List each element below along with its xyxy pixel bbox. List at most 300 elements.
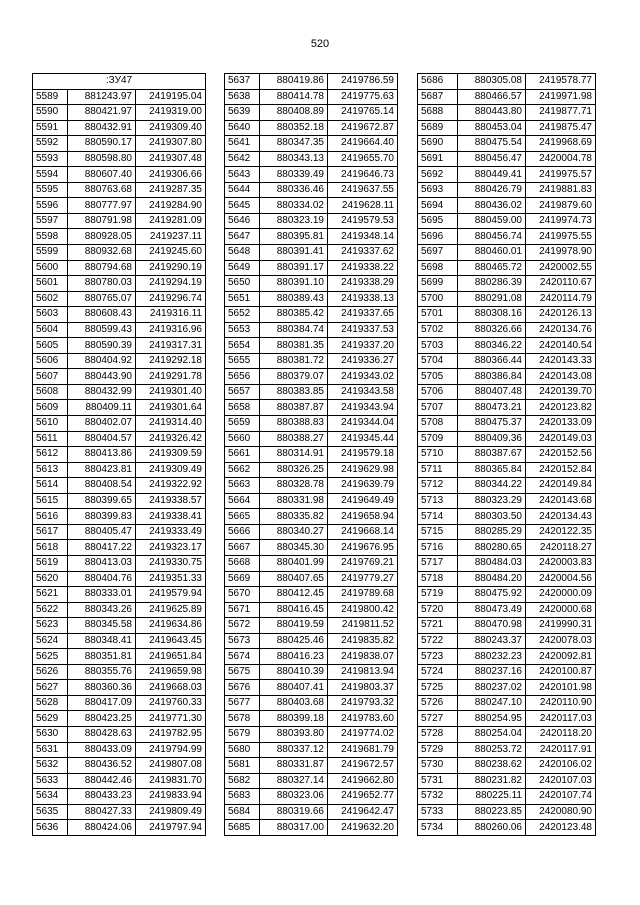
x-coordinate: 880423.81 [68, 462, 136, 478]
y-coordinate: 2419625.89 [136, 602, 206, 618]
y-coordinate: 2420110.90 [526, 695, 596, 711]
point-number: 5605 [33, 338, 68, 354]
y-coordinate: 2419835.82 [328, 633, 398, 649]
table-row [225, 291, 398, 307]
y-coordinate: 2419338.22 [328, 260, 398, 276]
x-coordinate: 880395.81 [260, 229, 328, 245]
y-coordinate: 2419782.95 [136, 726, 206, 742]
x-coordinate: 880360.36 [68, 680, 136, 696]
x-coordinate: 880237.02 [458, 680, 526, 696]
y-coordinate: 2420152.56 [526, 447, 596, 463]
x-coordinate: 880352.18 [260, 120, 328, 136]
x-coordinate: 880379.07 [260, 369, 328, 385]
point-number: 5716 [418, 540, 458, 556]
table-row [225, 571, 398, 587]
x-coordinate: 880393.80 [260, 726, 328, 742]
table-row [418, 758, 596, 774]
point-number: 5610 [33, 416, 68, 432]
point-number: 5613 [33, 462, 68, 478]
x-coordinate: 880484.03 [458, 555, 526, 571]
table-row [418, 400, 596, 416]
x-coordinate: 880340.27 [260, 524, 328, 540]
y-coordinate: 2420003.83 [526, 555, 596, 571]
table-row [225, 711, 398, 727]
y-coordinate: 2419662.80 [328, 773, 398, 789]
x-coordinate: 880317.00 [260, 820, 328, 836]
table-row [33, 151, 206, 167]
point-number: 5596 [33, 198, 68, 214]
point-number: 5660 [225, 431, 260, 447]
x-coordinate: 880351.81 [68, 649, 136, 665]
table-row [33, 649, 206, 665]
table-row [225, 447, 398, 463]
point-number: 5676 [225, 680, 260, 696]
x-coordinate: 880443.80 [458, 105, 526, 121]
table-row [418, 524, 596, 540]
x-coordinate: 880386.84 [458, 369, 526, 385]
table-row [33, 478, 206, 494]
table-row [418, 773, 596, 789]
table-title-row [33, 74, 206, 90]
x-coordinate: 880243.37 [458, 633, 526, 649]
point-number: 5693 [418, 182, 458, 198]
y-coordinate: 2420114.79 [526, 291, 596, 307]
table-row [225, 493, 398, 509]
point-number: 5644 [225, 182, 260, 198]
x-coordinate: 880223.85 [458, 804, 526, 820]
x-coordinate: 880389.43 [260, 291, 328, 307]
x-coordinate: 880590.39 [68, 338, 136, 354]
y-coordinate: 2419774.02 [328, 726, 398, 742]
y-coordinate: 2419974.73 [526, 213, 596, 229]
x-coordinate: 880473.49 [458, 602, 526, 618]
table-row [225, 431, 398, 447]
table-row [33, 369, 206, 385]
x-coordinate: 880286.39 [458, 276, 526, 292]
x-coordinate: 880344.22 [458, 478, 526, 494]
x-coordinate: 880407.48 [458, 384, 526, 400]
point-number: 5685 [225, 820, 260, 836]
point-number: 5710 [418, 447, 458, 463]
y-coordinate: 2420106.02 [526, 758, 596, 774]
point-number: 5662 [225, 462, 260, 478]
y-coordinate: 2420140.54 [526, 338, 596, 354]
table-row [418, 291, 596, 307]
table-row [418, 89, 596, 105]
y-coordinate: 2419291.78 [136, 369, 206, 385]
x-coordinate: 880303.50 [458, 509, 526, 525]
point-number: 5635 [33, 804, 68, 820]
table-row [225, 820, 398, 836]
y-coordinate: 2419307.48 [136, 151, 206, 167]
y-coordinate: 2419345.44 [328, 431, 398, 447]
point-number: 5706 [418, 384, 458, 400]
x-coordinate: 880391.41 [260, 245, 328, 261]
x-coordinate: 880333.01 [68, 587, 136, 603]
x-coordinate: 880319.66 [260, 804, 328, 820]
x-coordinate: 880456.47 [458, 151, 526, 167]
table-row [225, 245, 398, 261]
point-number: 5657 [225, 384, 260, 400]
point-number: 5702 [418, 322, 458, 338]
y-coordinate: 2419779.27 [328, 571, 398, 587]
y-coordinate: 2419292.18 [136, 353, 206, 369]
x-coordinate: 880387.87 [260, 400, 328, 416]
table-row [418, 726, 596, 742]
coordinates-table-1 [32, 73, 206, 836]
point-number: 5624 [33, 633, 68, 649]
point-number: 5688 [418, 105, 458, 121]
y-coordinate: 2419578.77 [526, 74, 596, 90]
x-coordinate: 880427.33 [68, 804, 136, 820]
table-row [418, 182, 596, 198]
y-coordinate: 2419642.47 [328, 804, 398, 820]
x-coordinate: 880404.92 [68, 353, 136, 369]
x-coordinate: 880385.42 [260, 307, 328, 323]
point-number: 5667 [225, 540, 260, 556]
y-coordinate: 2420143.33 [526, 353, 596, 369]
x-coordinate: 880331.87 [260, 758, 328, 774]
point-number: 5728 [418, 726, 458, 742]
table-row [33, 524, 206, 540]
x-coordinate: 880391.10 [260, 276, 328, 292]
table-row [225, 602, 398, 618]
y-coordinate: 2419316.11 [136, 307, 206, 323]
point-number: 5668 [225, 555, 260, 571]
table-row [418, 198, 596, 214]
y-coordinate: 2419646.73 [328, 167, 398, 183]
point-number: 5612 [33, 447, 68, 463]
y-coordinate: 2419838.07 [328, 649, 398, 665]
table-row [225, 89, 398, 105]
y-coordinate: 2419831.70 [136, 773, 206, 789]
table-row [33, 633, 206, 649]
table-row [225, 633, 398, 649]
y-coordinate: 2419760.33 [136, 695, 206, 711]
x-coordinate: 880326.66 [458, 322, 526, 338]
table-row [33, 571, 206, 587]
x-coordinate: 880453.04 [458, 120, 526, 136]
point-number: 5629 [33, 711, 68, 727]
y-coordinate: 2419307.80 [136, 136, 206, 152]
y-coordinate: 2419664.40 [328, 136, 398, 152]
x-coordinate: 880399.83 [68, 509, 136, 525]
y-coordinate: 2419281.09 [136, 213, 206, 229]
table-row [418, 384, 596, 400]
point-number: 5647 [225, 229, 260, 245]
point-number: 5701 [418, 307, 458, 323]
table-row [225, 151, 398, 167]
x-coordinate: 880433.09 [68, 742, 136, 758]
x-coordinate: 880365.84 [458, 462, 526, 478]
y-coordinate: 2420004.78 [526, 151, 596, 167]
point-number: 5593 [33, 151, 68, 167]
x-coordinate: 880238.62 [458, 758, 526, 774]
point-number: 5602 [33, 291, 68, 307]
table-row [225, 182, 398, 198]
y-coordinate: 2419765.14 [328, 105, 398, 121]
x-coordinate: 880425.46 [260, 633, 328, 649]
table-row [225, 384, 398, 400]
y-coordinate: 2420143.68 [526, 493, 596, 509]
point-number: 5615 [33, 493, 68, 509]
x-coordinate: 880408.54 [68, 478, 136, 494]
y-coordinate: 2420110.67 [526, 276, 596, 292]
table-row [33, 338, 206, 354]
table-row [225, 555, 398, 571]
x-coordinate: 880381.72 [260, 353, 328, 369]
table-row [225, 136, 398, 152]
x-coordinate: 880388.83 [260, 416, 328, 432]
y-coordinate: 2419881.83 [526, 182, 596, 198]
x-coordinate: 880247.10 [458, 695, 526, 711]
y-coordinate: 2419639.79 [328, 478, 398, 494]
point-number: 5730 [418, 758, 458, 774]
table-row [225, 478, 398, 494]
y-coordinate: 2420000.09 [526, 587, 596, 603]
point-number: 5690 [418, 136, 458, 152]
point-number: 5589 [33, 89, 68, 105]
y-coordinate: 2419336.27 [328, 353, 398, 369]
point-number: 5639 [225, 105, 260, 121]
x-coordinate: 880409.36 [458, 431, 526, 447]
x-coordinate: 880327.14 [260, 773, 328, 789]
point-number: 5642 [225, 151, 260, 167]
x-coordinate: 880407.41 [260, 680, 328, 696]
y-coordinate: 2420139.70 [526, 384, 596, 400]
table-row [418, 555, 596, 571]
x-coordinate: 880419.59 [260, 618, 328, 634]
point-number: 5724 [418, 664, 458, 680]
y-coordinate: 2419309.49 [136, 462, 206, 478]
table-row [418, 151, 596, 167]
point-number: 5698 [418, 260, 458, 276]
x-coordinate: 880408.89 [260, 105, 328, 121]
table-row [225, 680, 398, 696]
y-coordinate: 2419811.52 [328, 618, 398, 634]
point-number: 5712 [418, 478, 458, 494]
x-coordinate: 880460.01 [458, 245, 526, 261]
x-coordinate: 880343.26 [68, 602, 136, 618]
x-coordinate: 880232.23 [458, 649, 526, 665]
y-coordinate: 2419579.94 [136, 587, 206, 603]
x-coordinate: 880412.45 [260, 587, 328, 603]
x-coordinate: 880475.92 [458, 587, 526, 603]
point-number: 5708 [418, 416, 458, 432]
y-coordinate: 2420107.03 [526, 773, 596, 789]
point-number: 5623 [33, 618, 68, 634]
y-coordinate: 2419314.40 [136, 416, 206, 432]
y-coordinate: 2419301.64 [136, 400, 206, 416]
y-coordinate: 2419330.75 [136, 555, 206, 571]
table-row [225, 524, 398, 540]
table-row [33, 198, 206, 214]
point-number: 5652 [225, 307, 260, 323]
y-coordinate: 2419651.84 [136, 649, 206, 665]
table-row [33, 695, 206, 711]
y-coordinate: 2419652.77 [328, 789, 398, 805]
x-coordinate: 880404.76 [68, 571, 136, 587]
table-row [33, 493, 206, 509]
y-coordinate: 2419771.30 [136, 711, 206, 727]
x-coordinate: 880323.19 [260, 213, 328, 229]
table-row [418, 229, 596, 245]
y-coordinate: 2420004.56 [526, 571, 596, 587]
table-row [225, 587, 398, 603]
table-row [225, 416, 398, 432]
y-coordinate: 2419579.53 [328, 213, 398, 229]
x-coordinate: 880402.07 [68, 416, 136, 432]
y-coordinate: 2420118.27 [526, 540, 596, 556]
x-coordinate: 880323.29 [458, 493, 526, 509]
point-number: 5705 [418, 369, 458, 385]
table-row [225, 353, 398, 369]
point-number: 5666 [225, 524, 260, 540]
x-coordinate: 880328.78 [260, 478, 328, 494]
y-coordinate: 2420143.08 [526, 369, 596, 385]
parcel-title: :ЗУ47 [33, 74, 206, 90]
table-row [33, 447, 206, 463]
x-coordinate: 880432.99 [68, 384, 136, 400]
point-number: 5670 [225, 587, 260, 603]
point-number: 5713 [418, 493, 458, 509]
y-coordinate: 2420134.43 [526, 509, 596, 525]
table-row [418, 742, 596, 758]
y-coordinate: 2419337.62 [328, 245, 398, 261]
point-number: 5714 [418, 509, 458, 525]
y-coordinate: 2419789.68 [328, 587, 398, 603]
table-row [418, 618, 596, 634]
x-coordinate: 880405.47 [68, 524, 136, 540]
point-number: 5669 [225, 571, 260, 587]
x-coordinate: 880314.91 [260, 447, 328, 463]
point-number: 5645 [225, 198, 260, 214]
y-coordinate: 2420133.09 [526, 416, 596, 432]
x-coordinate: 881243.97 [68, 89, 136, 105]
y-coordinate: 2419643.45 [136, 633, 206, 649]
table-row [418, 571, 596, 587]
table-row [418, 633, 596, 649]
y-coordinate: 2419326.42 [136, 431, 206, 447]
point-number: 5600 [33, 260, 68, 276]
table-row [418, 478, 596, 494]
x-coordinate: 880598.80 [68, 151, 136, 167]
table-row [225, 758, 398, 774]
table-row [418, 416, 596, 432]
y-coordinate: 2420107.74 [526, 789, 596, 805]
table-row [33, 555, 206, 571]
point-number: 5625 [33, 649, 68, 665]
x-coordinate: 880763.68 [68, 182, 136, 198]
y-coordinate: 2419807.08 [136, 758, 206, 774]
y-coordinate: 2419629.98 [328, 462, 398, 478]
point-number: 5622 [33, 602, 68, 618]
y-coordinate: 2419343.58 [328, 384, 398, 400]
point-number: 5638 [225, 89, 260, 105]
y-coordinate: 2420152.84 [526, 462, 596, 478]
point-number: 5733 [418, 804, 458, 820]
x-coordinate: 880285.29 [458, 524, 526, 540]
point-number: 5715 [418, 524, 458, 540]
x-coordinate: 880348.41 [68, 633, 136, 649]
table-row [418, 711, 596, 727]
table-row [225, 369, 398, 385]
y-coordinate: 2419879.60 [526, 198, 596, 214]
y-coordinate: 2419284.90 [136, 198, 206, 214]
table-row [418, 602, 596, 618]
table-row [418, 105, 596, 121]
x-coordinate: 880291.08 [458, 291, 526, 307]
x-coordinate: 880426.79 [458, 182, 526, 198]
table-row [33, 618, 206, 634]
x-coordinate: 880456.74 [458, 229, 526, 245]
x-coordinate: 880423.25 [68, 711, 136, 727]
table-row [418, 447, 596, 463]
point-number: 5661 [225, 447, 260, 463]
point-number: 5679 [225, 726, 260, 742]
table-row [33, 820, 206, 836]
table-row [418, 509, 596, 525]
point-number: 5621 [33, 587, 68, 603]
table-row [33, 307, 206, 323]
point-number: 5658 [225, 400, 260, 416]
y-coordinate: 2419317.31 [136, 338, 206, 354]
table-row [418, 213, 596, 229]
table-row [418, 462, 596, 478]
table-row [418, 353, 596, 369]
table-row [33, 680, 206, 696]
y-coordinate: 2419659.98 [136, 664, 206, 680]
table-row [418, 307, 596, 323]
table-row [418, 664, 596, 680]
x-coordinate: 880417.22 [68, 540, 136, 556]
table-row [225, 540, 398, 556]
y-coordinate: 2420122.35 [526, 524, 596, 540]
table-row [418, 820, 596, 836]
x-coordinate: 880794.68 [68, 260, 136, 276]
y-coordinate: 2419338.57 [136, 493, 206, 509]
x-coordinate: 880366.44 [458, 353, 526, 369]
y-coordinate: 2419672.57 [328, 758, 398, 774]
x-coordinate: 880323.06 [260, 789, 328, 805]
table-row [225, 338, 398, 354]
point-number: 5598 [33, 229, 68, 245]
table-row [225, 462, 398, 478]
point-number: 5686 [418, 74, 458, 90]
table-row [418, 540, 596, 556]
x-coordinate: 880231.82 [458, 773, 526, 789]
point-number: 5620 [33, 571, 68, 587]
x-coordinate: 880388.27 [260, 431, 328, 447]
x-coordinate: 880416.23 [260, 649, 328, 665]
x-coordinate: 880932.68 [68, 245, 136, 261]
point-number: 5634 [33, 789, 68, 805]
point-number: 5680 [225, 742, 260, 758]
y-coordinate: 2419637.55 [328, 182, 398, 198]
table-row [418, 74, 596, 90]
x-coordinate: 880391.17 [260, 260, 328, 276]
table-row [225, 322, 398, 338]
y-coordinate: 2419877.71 [526, 105, 596, 121]
y-coordinate: 2420000.68 [526, 602, 596, 618]
point-number: 5655 [225, 353, 260, 369]
x-coordinate: 880339.49 [260, 167, 328, 183]
table-row [33, 664, 206, 680]
point-number: 5627 [33, 680, 68, 696]
point-number: 5725 [418, 680, 458, 696]
y-coordinate: 2419793.32 [328, 695, 398, 711]
y-coordinate: 2419668.14 [328, 524, 398, 540]
